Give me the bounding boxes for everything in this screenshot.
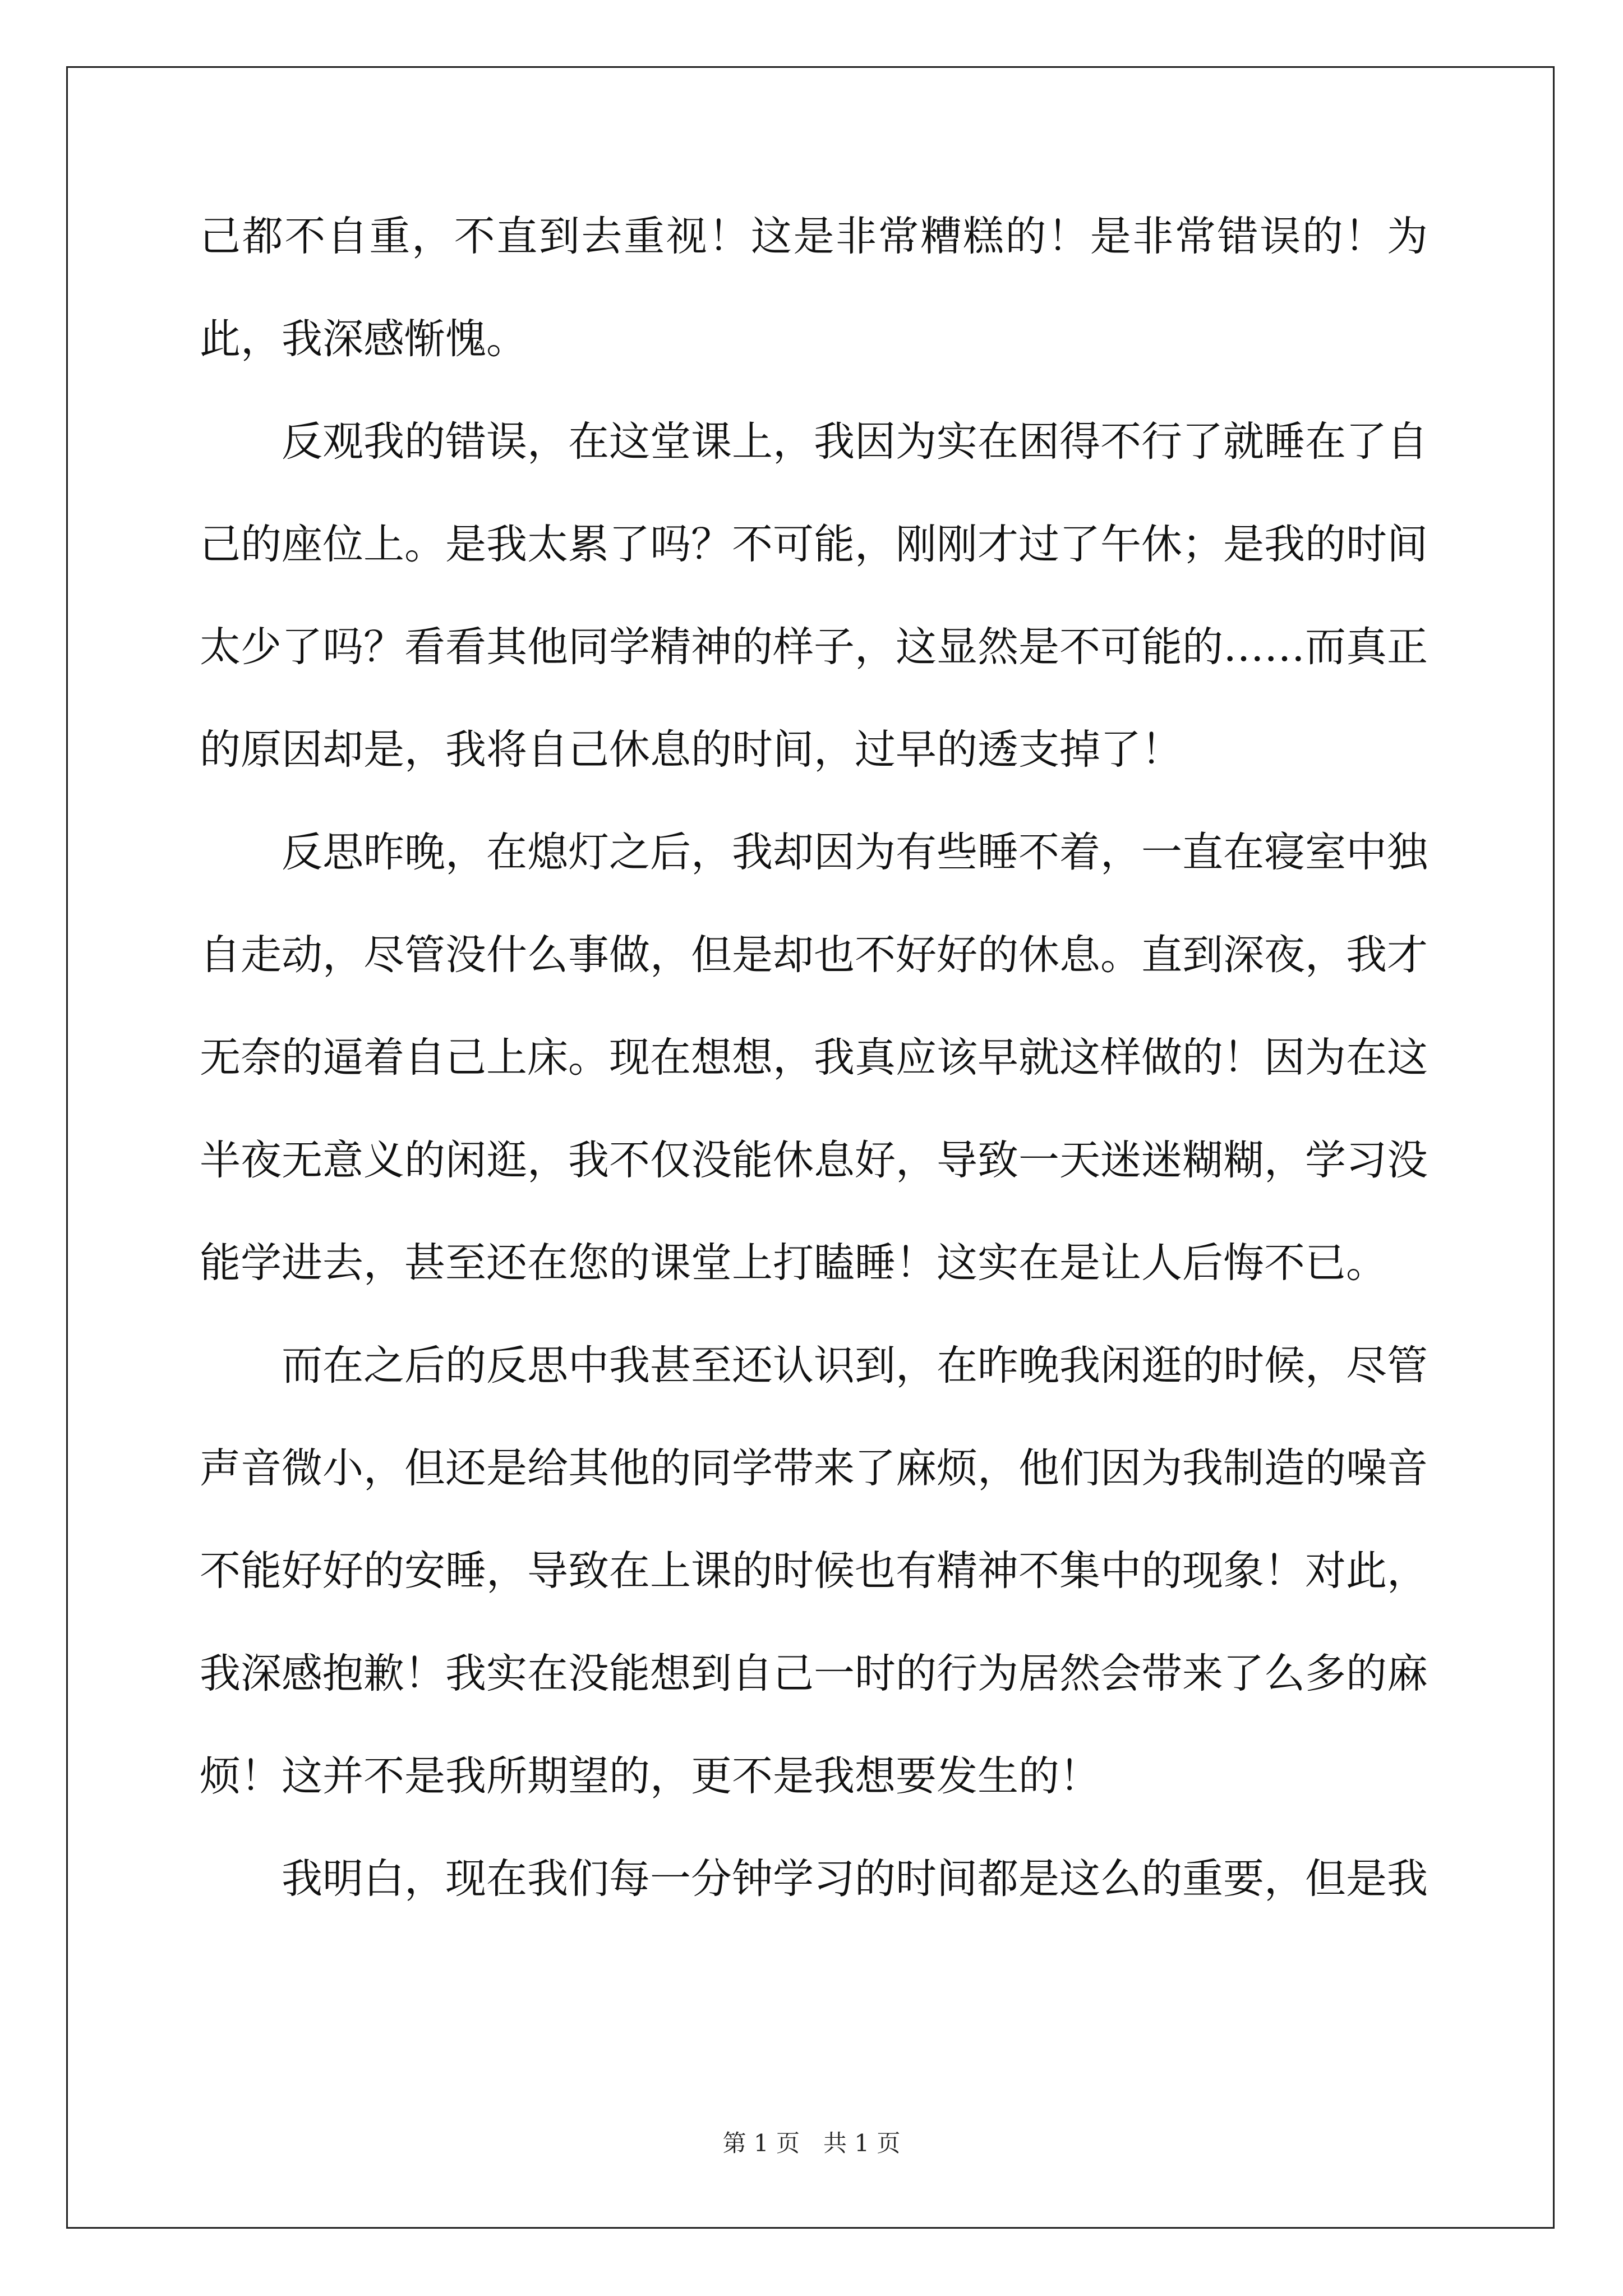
paragraph-2: 反观我的错误，在这堂课上，我因为实在困得不行了就睡在了自己的座位上。是我太累了吗？不可能，刚刚才过了午休；是我的时间太少了吗？看看其他同学精神的样子，这显然是不可能的……而真正的原因却是，我将自己休息的时间，过早的透支掉了！ <box>200 418 1428 774</box>
document-body <box>200 185 1428 1930</box>
paragraph-5: 我明白，现在我们每一分钟学习的时间都是这么的重要，但是我 <box>282 1855 1428 1903</box>
paragraph-3: 反思昨晚，在熄灯之后，我却因为有些睡不着，一直在寝室中独自走动，尽管没什么事做，但是却也不好好的休息。直到深夜，我才无奈的逼着自己上床。现在想想，我真应该早就这样做的！因为在这半夜无意义的闲逛，我不仅没能休息好，导致一天迷迷糊糊，学习没能学进去，甚至还在您的课堂上打瞌睡！这实在是让人后悔不已。 <box>200 829 1428 1287</box>
paragraph-1: 己都不自重，不直到去重视！这是非常糟糕的！是非常错误的！为此，我深感惭愧。 <box>200 213 1428 363</box>
paragraph-4: 而在之后的反思中我甚至还认识到，在昨晚我闲逛的时候，尽管声音微小，但还是给其他的同学带来了麻烦，他们因为我制造的噪音不能好好的安睡，导致在上课的时候也有精神不集中的现象！对此，我深感抱歉！我实在没能想到自己一时的行为居然会带来了么多的麻烦！这并不是我所期望的，更不是我想要发生的！ <box>200 1342 1428 1800</box>
page-number-footer: 第 1 页 共 1 页 <box>722 2129 901 2157</box>
